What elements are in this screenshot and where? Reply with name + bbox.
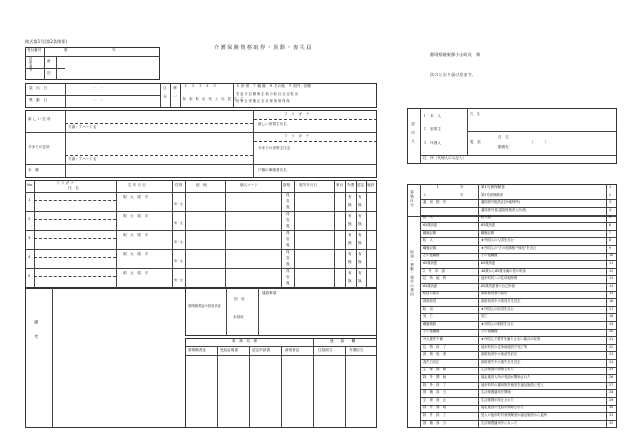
cert-yes[interactable]: 有 — [358, 233, 362, 237]
reason-description: 受入の他市町村被保険者が福祉施設から退所 — [481, 413, 547, 417]
reason-description: 他市町村への住所地特例 — [481, 276, 518, 281]
cert-yes[interactable]: 有 — [358, 214, 362, 218]
category-text: 転 転 転 出 死 入 出 居 生 亡 — [183, 97, 244, 101]
reason-description: 65歳到達 — [481, 261, 496, 265]
reason-description: 死亡 — [481, 314, 488, 319]
household-number-label: 世帯番号 — [28, 57, 33, 73]
person-row-number: 2 — [28, 217, 31, 221]
form-style-number: 様式第1号(第2条関係) — [25, 39, 68, 44]
qual-change[interactable]: 変 — [286, 199, 290, 203]
reason-description: 65歳到達 — [481, 223, 496, 227]
reason-category: 喪失日訂正 — [423, 359, 440, 364]
care-no[interactable]: 無 — [348, 222, 352, 226]
reason-description: ★外国人の削除を含む — [481, 321, 514, 326]
reason-category: 2 号 申 請 — [423, 268, 445, 273]
reason-description: 資格取得者の届出 — [481, 291, 508, 296]
family-head-label: 戸籍の筆頭者氏名 — [258, 168, 287, 172]
col-loss-date: 喪失年月日 — [299, 183, 317, 187]
reason-description: その他職権 — [481, 329, 498, 334]
reason-description: 転入届 — [481, 215, 491, 220]
reason-category: 生 保 開 始 — [423, 367, 447, 372]
new-apartment-label: 方書・アパート名 — [68, 125, 97, 129]
reason-category: その他職権 — [423, 253, 440, 258]
reason-description: 資格取得中の取消を訂正 — [481, 352, 518, 357]
reason-description: 他市町村の適用除外施設を福祉施設に受入 — [481, 382, 544, 387]
reason-code: 2 — [609, 192, 612, 197]
care-yes[interactable]: 有 — [348, 195, 352, 199]
reason-description: 福祉施設入所の受給が開始された — [481, 375, 531, 379]
care-no[interactable]: 無 — [348, 260, 352, 264]
reason-category: 転 入 — [423, 238, 433, 243]
reason-code: 24 — [609, 359, 614, 364]
category-numbers: １ ２ ３ ４ ５ — [184, 84, 217, 88]
col-furigana: フ リ ガ ナ — [56, 181, 74, 185]
reason-category: 適 用 除 外 — [423, 200, 447, 205]
form-title: 介 護 保 険 資 格 取 得 ・ 異 動 ・ 喪 失 届 — [214, 45, 312, 51]
qual-loss[interactable]: 喪 — [286, 243, 290, 247]
care-no[interactable]: 無 — [348, 241, 352, 245]
era-options[interactable]: 明 大 昭 平 — [123, 271, 149, 275]
qual-change[interactable]: 変 — [286, 275, 290, 279]
reason-description: 職権記載 — [481, 230, 495, 235]
reason-go: 号 — [460, 192, 464, 197]
reason-code: 8 — [609, 238, 612, 243]
reason-category: 転 出 — [423, 306, 433, 311]
care-yes[interactable]: 有 — [348, 252, 352, 256]
reason-code: 25 — [609, 367, 614, 372]
reason-code: 21 — [609, 337, 614, 341]
col-jidai: 事台 — [336, 183, 344, 187]
care-yes[interactable]: 有 — [348, 271, 352, 275]
gender-options[interactable]: 男・女 — [174, 259, 184, 263]
address-box — [25, 110, 377, 178]
reason-description: 65歳到達者の自己申請 — [481, 283, 515, 288]
new-furigana-label: フ リ ガ ナ — [284, 112, 310, 116]
person-row-number: 3 — [28, 236, 31, 240]
reason-code: 12 — [609, 268, 614, 273]
notify-date-label: 届 出 日 — [29, 86, 47, 90]
reason-code: 5 — [609, 215, 612, 220]
qual-change[interactable]: 変 — [286, 237, 290, 241]
submission-note: 次のとおり届け出ます。 — [430, 72, 476, 77]
reason-description: ★外国人で要件を満たさない場合の取消 — [481, 337, 541, 341]
old-apartment-label: 方書・アパート名 — [68, 157, 97, 161]
cert-yes[interactable]: 有 — [358, 271, 362, 275]
notify-date-value[interactable]: ・ ・ — [93, 86, 104, 90]
notifier-home-label: 自 宅 — [498, 135, 509, 139]
new-head-label: 新しい世帯主氏名 — [258, 122, 287, 126]
reason-code: 3 — [609, 200, 612, 205]
gender-options[interactable]: 男・女 — [174, 202, 184, 206]
reason-category: 職権記載 — [423, 230, 437, 235]
category-sub2: 世 帯 合 併 権 正 名 変 保 保 保 保 保 — [236, 99, 290, 103]
reason-description: 適用除外施設(住所地特例) — [481, 200, 520, 205]
reason-category: 除 外 開 始 — [423, 405, 447, 410]
reason-side-label: 取得・異動・喪失の事由 — [410, 250, 415, 297]
reason-description: ★外国人の入国を含む — [481, 238, 514, 243]
notifier-name-label: 氏 名 — [470, 112, 480, 116]
reason-category: 住 所 地 特 — [423, 276, 447, 281]
qual-get[interactable]: 得 — [286, 231, 290, 235]
uncollected-option[interactable]: 未回収 — [233, 315, 244, 319]
reason-code: 20 — [609, 329, 614, 334]
person-row-number: 5 — [28, 274, 31, 278]
reason-code: 30 — [609, 405, 614, 410]
reason-category: 外人要件不備 — [423, 337, 443, 341]
reason-description: 他市町村の住所地施設で死亡等 — [481, 344, 528, 349]
category-extra: ６ 世 帯 ７ 職 権 ８ その他 ９ 国外・国保 — [236, 84, 312, 88]
cert-no[interactable]: 無 — [358, 260, 362, 264]
qual-change[interactable]: 変 — [286, 256, 290, 260]
category-sub: 変 更 分 記 職 修 正 他 の 転 社 社 住 転 出 — [236, 92, 298, 96]
change-date-value[interactable]: ・ ・ — [93, 98, 104, 102]
proc-col-application: 認定申請書 — [252, 348, 270, 352]
reason-category: 転居の届出 — [423, 291, 440, 296]
reason-description: 生活保護の開始された — [481, 367, 514, 372]
cert-yes[interactable]: 有 — [358, 195, 362, 199]
reason-code: 6 — [609, 223, 612, 227]
cert-no[interactable]: 無 — [358, 203, 362, 207]
change-type-label: 移 一 — [173, 86, 178, 99]
notifier-phone-label: 電 話 — [470, 140, 481, 144]
reason-category: 資格取得 — [423, 299, 437, 303]
reason-code: 10 — [609, 253, 614, 258]
proc-col-resident: 住基照当 — [318, 348, 333, 352]
person-row-number: 1 — [28, 198, 31, 202]
gender-options[interactable]: 男・女 — [174, 240, 184, 244]
receipt-go-label: 号 — [112, 48, 116, 52]
persons-table — [25, 180, 377, 288]
reason-header-desc: 第1号被保険者 — [481, 185, 505, 189]
reason-description: 40歳から65歳未満の者の申請 — [481, 268, 526, 273]
remarks-label: 備 考 — [34, 320, 40, 340]
reason-description: 生活保護適用を開始 — [481, 390, 511, 395]
qual-change[interactable]: 変 — [286, 218, 290, 222]
addressee: 静岡県駿東郡小山町長 様 — [430, 52, 481, 57]
care-no[interactable]: 無 — [348, 279, 352, 283]
col-personal-code: 個人コード — [240, 183, 258, 187]
cert-yes[interactable]: 有 — [358, 252, 362, 256]
col-no: No. — [27, 183, 33, 187]
reason-category: 除 外 開 始 — [423, 375, 447, 379]
insurance-return-box — [185, 288, 377, 336]
honseki-label: 本 籍 — [28, 168, 39, 172]
col-care: 介護 — [347, 183, 355, 187]
reason-description: 適用除外者(退院時施設入所者) — [481, 207, 527, 212]
reason-category: 資 格 取 消 — [423, 352, 447, 357]
reason-category: 生 保 廃 止 — [423, 397, 447, 402]
reason-code: 28 — [609, 390, 614, 395]
reason-category: 職権削除 — [423, 321, 437, 326]
reason-description: 福祉施設の受給が開始された — [481, 405, 524, 410]
era-options[interactable]: 明 大 昭 平 — [123, 252, 149, 256]
gender-options[interactable]: 男・女 — [174, 278, 184, 282]
qual-get[interactable]: 得 — [286, 212, 290, 216]
notifier-work-label: 勤務先 — [498, 145, 509, 149]
old-furigana-label: フ リ ガ ナ — [284, 134, 310, 138]
col-relation: 続 柄 — [196, 183, 207, 187]
old-address-label: 今までの住所 — [28, 145, 50, 149]
qual-get[interactable]: 得 — [286, 269, 290, 273]
qual-get[interactable]: 得 — [286, 193, 290, 197]
reason-description: 資格喪失中の喪失日を訂正 — [481, 359, 521, 364]
care-no[interactable]: 無 — [348, 203, 352, 207]
notifier-self[interactable]: １ 本 人 — [423, 114, 441, 118]
proc-col-care: 介護担当 — [349, 348, 364, 352]
insurance-status-label: 被保険者証の回収状況 — [188, 304, 221, 308]
reason-category: 国 籍 誤 当 — [423, 390, 447, 395]
section-label: 区 分 — [163, 86, 168, 99]
reason-description: ★外国人の出国を含む — [481, 306, 514, 311]
col-facility: 施設 — [367, 183, 375, 187]
reason-code: 16 — [609, 299, 614, 303]
receipt-dai-label: 第 — [64, 48, 68, 52]
cert-no[interactable]: 無 — [358, 241, 362, 245]
qual-loss[interactable]: 喪 — [286, 262, 290, 266]
reason-code: 11 — [609, 261, 614, 265]
notifier-phone-paren[interactable]: （ ） — [530, 140, 548, 144]
reason-category: 65歳到達 — [423, 223, 438, 227]
proc-col-qualified: 資格者証 — [285, 348, 300, 352]
reason-code: 15 — [609, 291, 614, 296]
liaison-label: 連 絡 欄 — [330, 339, 356, 343]
reason-code: 22 — [609, 344, 614, 349]
reason-code: 14 — [609, 283, 614, 288]
reason-description: ★外国人の"その他事態""帰化"を含む — [481, 245, 537, 250]
reason-category: 除 外 終 了 — [423, 382, 447, 387]
new-address-label: 新 し い 住 所 — [28, 117, 51, 121]
proc-col-insurance: 被保険者証 — [188, 348, 206, 352]
household-old-label: 旧 — [47, 71, 51, 75]
reason-category: 職権記載 — [423, 245, 437, 250]
reason-header-num: １ — [436, 185, 440, 189]
old-head-label: 今までの世帯主氏名 — [258, 146, 291, 150]
care-yes[interactable]: 有 — [348, 233, 352, 237]
person-row-number: 4 — [28, 255, 31, 259]
reason-header-go: 号 — [460, 185, 464, 189]
reception-box — [25, 47, 160, 80]
reason-code: 13 — [609, 276, 614, 281]
qual-category-side-label: 資格区分 — [410, 190, 415, 207]
reason-code: 4 — [609, 207, 612, 212]
notifier-side-label: 届 出 人 — [411, 122, 416, 143]
reason-category: その他職権 — [423, 329, 440, 334]
reason-code: 17 — [609, 306, 614, 311]
cert-no[interactable]: 無 — [358, 222, 362, 226]
reason-category: 除 外 終 了 — [423, 413, 447, 417]
reason-code: 23 — [609, 352, 614, 357]
notifier-agent[interactable]: ３ 代理人 — [423, 141, 441, 145]
col-certified: 認定 — [357, 183, 365, 187]
reason-code: 27 — [609, 382, 614, 387]
reason-category: 65歳到達 — [423, 283, 438, 288]
era-options[interactable]: 明 大 昭 平 — [123, 214, 149, 218]
reason-category: 住 特 終 了 — [423, 344, 447, 349]
contact-label: 連絡事項 — [262, 291, 277, 295]
reason-category: 65歳到達 — [423, 261, 438, 265]
reason-header-code: 1 — [609, 185, 612, 189]
office-processing-label: 事 務 処 理 — [232, 339, 258, 343]
qual-get[interactable]: 得 — [286, 250, 290, 254]
reason-code: 31 — [609, 413, 614, 417]
col-name: 氏 名 — [68, 186, 79, 190]
reason-code: 18 — [609, 314, 614, 319]
era-options[interactable]: 明 大 昭 平 — [123, 195, 149, 199]
reason-category: ２ — [423, 192, 427, 197]
notifier-address-label: 住 所（代理人のみ記入） — [423, 156, 467, 160]
reason-description: 生活保護が廃止された — [481, 397, 514, 402]
col-gender: 性別 — [175, 183, 183, 187]
reason-code: 32 — [609, 420, 614, 425]
qual-loss[interactable]: 喪 — [286, 224, 290, 228]
reason-description: 第2号被保険者 — [481, 192, 503, 197]
col-qualification: 資格 — [283, 183, 291, 187]
reason-category: 死 亡 — [423, 314, 433, 319]
reason-code: 19 — [609, 321, 614, 326]
col-birthdate: 生 年 月 日 — [128, 183, 146, 187]
proc-col-cert: 受給証明書 — [220, 348, 238, 352]
notifier-head[interactable]: ２ 世帯主 — [423, 127, 441, 131]
collected-option[interactable]: 回 収 — [234, 297, 245, 301]
cert-no[interactable]: 無 — [358, 279, 362, 283]
qual-loss[interactable]: 喪 — [286, 205, 290, 209]
reason-category: 国 籍 誤 当 — [423, 420, 447, 425]
reason-code: 26 — [609, 375, 614, 379]
reason-code: 7 — [609, 230, 612, 235]
reason-code: 9 — [609, 245, 612, 250]
gender-options[interactable]: 男・女 — [174, 221, 184, 225]
reason-category: 転 入 — [423, 215, 433, 220]
household-new-label: 新 — [47, 59, 51, 63]
receipt-number-label: 受付番号 — [27, 48, 42, 52]
change-date-label: 異 動 日 — [29, 98, 47, 102]
reason-description: 資格取得中の取得日を訂正 — [481, 299, 521, 303]
reason-description: その他職権 — [481, 253, 498, 258]
qual-loss[interactable]: 喪 — [286, 281, 290, 285]
reason-description: 生活保護適用外になった — [481, 420, 518, 425]
care-yes[interactable]: 有 — [348, 214, 352, 218]
era-options[interactable]: 明 大 昭 平 — [123, 233, 149, 237]
reason-code: 29 — [609, 397, 614, 402]
